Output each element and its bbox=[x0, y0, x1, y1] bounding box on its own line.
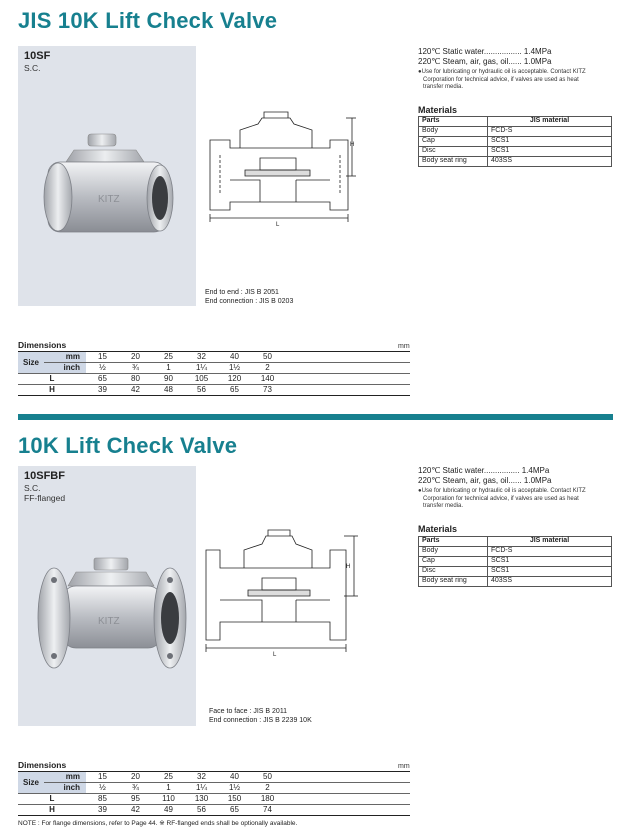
section1-materials-title: Materials bbox=[418, 105, 458, 115]
drawing1-h-label: H bbox=[350, 142, 355, 148]
section2-end-connection-ref: End connection : JIS B 2239 10K bbox=[209, 717, 312, 724]
table-row: Body seat ring 403SS bbox=[419, 157, 612, 167]
section2-dimensions-unit: mm bbox=[398, 763, 410, 770]
table-row: Cap SCS1 bbox=[419, 137, 612, 147]
section1-spec-steam: 220℃ Steam, air, gas, oil...... 1.0MPa bbox=[418, 57, 552, 66]
section2-note: ●Use for lubricating or hydraulic oil is acceptable. Contact KITZ Corporation for technical advice, if valves are used as heat transfer media. bbox=[418, 488, 586, 509]
materials-header-row bbox=[419, 537, 612, 547]
section1-dimensions-unit: mm bbox=[398, 343, 410, 350]
materials-header-material: JIS material bbox=[488, 117, 612, 127]
section2-footnote: NOTE : For flange dimensions, refer to Page 44. ※ RF-flanged ends shall be optionally available. bbox=[18, 820, 298, 827]
section1-model: 10SF bbox=[24, 50, 51, 62]
drawing2-l-label: L bbox=[273, 652, 277, 658]
section2-face-to-face-ref: Face to face : JIS B 2011 bbox=[209, 708, 288, 715]
section2-cross-section-drawing bbox=[200, 528, 365, 658]
section1-cross-section-drawing bbox=[200, 110, 360, 240]
section1-photo-panel bbox=[18, 46, 196, 306]
section2-photo-panel bbox=[18, 466, 196, 726]
section1-end-to-end-ref: End to end : JIS B 2051 bbox=[205, 289, 279, 296]
dim-mm-row: Size mm 15 20 25 32 40 50 bbox=[18, 772, 410, 783]
section2-dimensions-table bbox=[18, 771, 410, 816]
section2-valve-photo bbox=[32, 544, 192, 694]
section1-dimensions-title: Dimensions bbox=[18, 340, 67, 350]
section2-sub2: FF-flanged bbox=[24, 493, 66, 503]
note-bullet-icon: ● bbox=[418, 488, 422, 494]
section1-note: ●Use for lubricating or hydraulic oil is acceptable. Contact KITZ Corporation for technical advice, if valves are used as heat transfer media. bbox=[418, 69, 586, 90]
drawing1-l-label: L bbox=[276, 222, 280, 228]
table-row: Body FCD-S bbox=[419, 127, 612, 137]
section1-spec-water: 120℃ Static water................. 1.4MPa bbox=[418, 47, 552, 56]
dim-h-row: H 39 42 48 56 65 73 bbox=[18, 385, 410, 396]
section2-model: 10SFBF bbox=[24, 470, 65, 482]
table-row: Disc SCS1 bbox=[419, 147, 612, 157]
section1-valve-photo bbox=[36, 122, 186, 262]
section1-materials-table bbox=[418, 116, 612, 167]
section-divider bbox=[18, 414, 613, 420]
materials-header-parts: Parts bbox=[419, 117, 488, 127]
section2-spec-water: 120℃ Static water................ 1.4MPa bbox=[418, 466, 550, 475]
materials-header-row bbox=[419, 117, 612, 127]
note-bullet-icon: ● bbox=[418, 69, 422, 75]
section2-spec-steam: 220℃ Steam, air, gas, oil...... 1.0MPa bbox=[418, 476, 552, 485]
materials-header-material: JIS material bbox=[488, 537, 612, 547]
dim-l-row: L 65 80 90 105 120 140 bbox=[18, 374, 410, 385]
materials-header-parts: Parts bbox=[419, 537, 488, 547]
section1-title: JIS 10K Lift Check Valve bbox=[18, 8, 278, 33]
table-row: Cap SCS1 bbox=[419, 557, 612, 567]
svg-text:KITZ: KITZ bbox=[98, 194, 120, 205]
drawing2-h-label: H bbox=[346, 564, 351, 570]
section2-sub1: S.C. bbox=[24, 483, 41, 493]
dim-mm-row: Size mm 15 20 25 32 40 50 bbox=[18, 352, 410, 363]
dim-l-row: L 85 95 110 130 150 180 bbox=[18, 794, 410, 805]
section2-dimensions-title: Dimensions bbox=[18, 760, 67, 770]
section2-materials-table bbox=[418, 536, 612, 587]
dim-inch-row: inch ½ ¾ 1 1¼ 1½ 2 bbox=[18, 783, 410, 794]
svg-text:KITZ: KITZ bbox=[98, 616, 120, 627]
table-row: Disc SCS1 bbox=[419, 567, 612, 577]
section1-sub1: S.C. bbox=[24, 63, 41, 73]
section1-end-connection-ref: End connection : JIS B 0203 bbox=[205, 298, 294, 305]
table-row: Body FCD-S bbox=[419, 547, 612, 557]
section2-title: 10K Lift Check Valve bbox=[18, 433, 238, 458]
section1-dimensions-table bbox=[18, 351, 410, 396]
table-row: Body seat ring 403SS bbox=[419, 577, 612, 587]
dim-h-row: H 39 42 49 56 65 74 bbox=[18, 805, 410, 816]
dim-inch-row: inch ½ ¾ 1 1¼ 1½ 2 bbox=[18, 363, 410, 374]
section2-materials-title: Materials bbox=[418, 524, 458, 534]
